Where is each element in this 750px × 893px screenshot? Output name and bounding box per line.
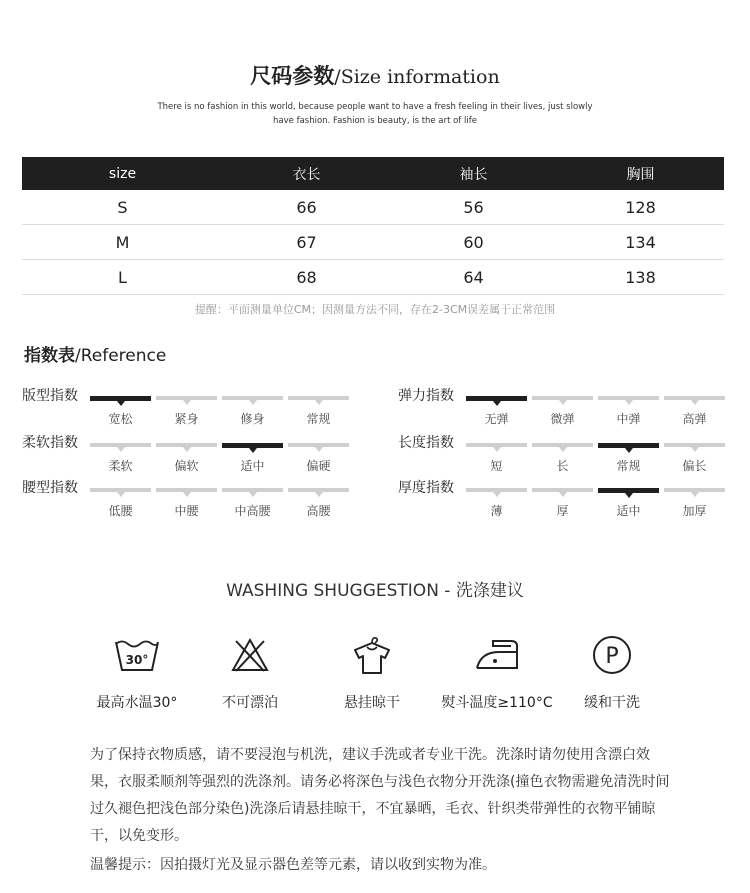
page-title-zh: 尺码参数 <box>250 64 335 88</box>
metric-fit <box>22 385 382 425</box>
metric-option-label: 长 <box>556 459 569 473</box>
metric-option-label: 中腰 <box>174 504 199 518</box>
marker-triangle-icon <box>691 400 699 405</box>
metric-option-label: 低腰 <box>108 504 133 518</box>
marker-triangle-icon <box>559 400 567 405</box>
marker-triangle-icon <box>249 448 257 453</box>
marker-triangle-icon <box>559 447 567 452</box>
metric-option <box>156 396 217 436</box>
size-table <box>22 157 724 295</box>
wash-item <box>307 630 437 712</box>
reference-title-zh: 指数表 <box>24 346 75 366</box>
iron-icon <box>432 630 562 680</box>
wash-label: 不可漂泊 <box>222 695 278 711</box>
marker-triangle-icon <box>493 401 501 406</box>
metric-label: 柔软指数 <box>22 435 78 451</box>
metric-option <box>664 396 725 436</box>
table-cell: 138 <box>625 267 656 287</box>
wash-label: 缓和干洗 <box>584 695 640 711</box>
dry-clean-letter: P <box>605 644 619 669</box>
metric-option-label: 修身 <box>240 412 265 426</box>
metric-option <box>222 488 283 528</box>
metric-option-label: 薄 <box>490 504 503 518</box>
table-cell: 128 <box>625 197 656 217</box>
marker-triangle-icon <box>117 401 125 406</box>
marker-triangle-icon <box>493 492 501 497</box>
marker-triangle-icon <box>625 448 633 453</box>
marker-triangle-icon <box>117 492 125 497</box>
page-subtitle <box>0 100 750 128</box>
marker-triangle-icon <box>691 447 699 452</box>
metric-label: 版型指数 <box>22 388 78 404</box>
metric-label: 长度指数 <box>398 435 454 451</box>
marker-triangle-icon <box>183 492 191 497</box>
metric-option <box>532 396 593 436</box>
wash-label: 熨斗温度≥110°C <box>441 695 553 711</box>
metric-elasticity <box>398 385 750 425</box>
header <box>0 60 750 128</box>
metric-option-label: 柔软 <box>108 459 133 473</box>
marker-triangle-icon <box>493 447 501 452</box>
metric-option-label: 宽松 <box>108 412 133 426</box>
marker-triangle-icon <box>315 492 323 497</box>
marker-triangle-icon <box>625 400 633 405</box>
header-cell: 袖长 <box>459 166 488 183</box>
metric-option <box>598 396 659 436</box>
marker-triangle-icon <box>691 492 699 497</box>
metric-option-label: 加厚 <box>682 504 707 518</box>
subtitle-line-2: have fashion. Fashion is beauty, is the art of life <box>273 116 477 126</box>
dry-clean-icon <box>547 630 677 680</box>
metric-option <box>466 396 527 436</box>
marker-triangle-icon <box>625 493 633 498</box>
metric-option-label: 紧身 <box>174 412 199 426</box>
table-cell: 67 <box>296 232 317 252</box>
metric-option-label: 中高腰 <box>234 504 271 518</box>
metric-option <box>222 396 283 436</box>
reference-title <box>24 341 166 366</box>
wash-temp-text: 30° <box>125 653 149 667</box>
washing-title: WASHING SHUGGESTION - 洗涤建议 <box>226 581 524 601</box>
table-row <box>22 260 724 295</box>
metric-option-label: 厚 <box>556 504 569 518</box>
table-cell: M <box>115 232 130 252</box>
metric-option <box>90 488 151 528</box>
metric-option <box>288 488 349 528</box>
table-cell: 60 <box>463 232 484 252</box>
no-bleach-icon <box>185 630 315 680</box>
metric-length <box>398 432 750 472</box>
marker-triangle-icon <box>315 400 323 405</box>
wash-item <box>72 630 202 712</box>
page-title-en: /Size information <box>334 66 500 88</box>
header-cell: size <box>108 165 137 182</box>
metric-option-label: 高弹 <box>682 412 707 426</box>
metric-option <box>156 488 217 528</box>
washing-instructions: 为了保持衣物质感，请不要浸泡与机洗，建议手洗或者专业干洗。洗涤时请勿使用含漂白效果，衣服柔顺剂等强烈的洗涤剂。请务必将深色与浅色衣物分开洗涤(撞色衣物需避免清洗时间过久褪色把浅色部分染色)洗涤后请悬挂晾干，不宜暴晒，毛衣、针织类带弹性的衣物平铺晾干，以免变形。 <box>90 747 670 844</box>
metric-waist <box>22 477 382 517</box>
table-cell: S <box>117 197 128 217</box>
metric-label: 腰型指数 <box>22 480 78 496</box>
marker-triangle-icon <box>183 447 191 452</box>
marker-triangle-icon <box>249 400 257 405</box>
metric-option <box>664 488 725 528</box>
metric-option-label: 高腰 <box>306 504 331 518</box>
metric-option-label: 常规 <box>616 459 641 473</box>
washing-tip: 温馨提示：因拍摄灯光及显示器色差等元素，请以收到实物为准。 <box>90 857 496 873</box>
subtitle-line-1: There is no fashion in this world, because people want to have a fresh feeling in their lives, just slowly <box>157 102 593 112</box>
marker-triangle-icon <box>315 447 323 452</box>
wash-label: 悬挂晾干 <box>344 695 400 711</box>
metric-option <box>288 396 349 436</box>
wash-item <box>432 630 562 712</box>
marker-triangle-icon <box>183 400 191 405</box>
table-cell: 66 <box>296 197 317 217</box>
metric-option <box>598 488 659 528</box>
table-row <box>22 190 724 225</box>
wash-item <box>185 630 315 712</box>
header-cell: 衣长 <box>292 166 321 183</box>
table-cell: 64 <box>463 267 484 287</box>
metric-option-label: 适中 <box>616 504 641 518</box>
metric-option <box>532 488 593 528</box>
size-table-header <box>22 157 724 190</box>
metric-option-label: 常规 <box>306 412 331 426</box>
metric-option-label: 适中 <box>240 459 265 473</box>
reference-title-en: /Reference <box>75 346 167 366</box>
metric-softness <box>22 432 382 472</box>
metric-option-label: 无弹 <box>484 412 509 426</box>
metric-option-label: 偏硬 <box>306 459 331 473</box>
table-cell: L <box>118 267 127 287</box>
hang-dry-icon <box>307 630 437 680</box>
metric-option-label: 偏长 <box>682 459 707 473</box>
table-cell: 56 <box>463 197 484 217</box>
measurement-note: 提醒：平面测量单位CM；因测量方法不同，存在2-3CM误差属于正常范围 <box>194 303 556 316</box>
marker-triangle-icon <box>559 492 567 497</box>
table-cell: 134 <box>625 232 656 252</box>
page-title <box>0 60 750 90</box>
table-row <box>22 225 724 260</box>
wash-30-icon <box>72 630 202 680</box>
metric-label: 厚度指数 <box>398 480 454 496</box>
metric-thickness <box>398 477 750 517</box>
metric-option-label: 偏软 <box>174 459 199 473</box>
table-cell: 68 <box>296 267 317 287</box>
metric-option-label: 微弹 <box>550 412 575 426</box>
marker-triangle-icon <box>117 447 125 452</box>
header-cell: 胸围 <box>626 166 655 183</box>
metric-option <box>466 488 527 528</box>
metric-label: 弹力指数 <box>398 388 454 404</box>
wash-item <box>547 630 677 712</box>
marker-triangle-icon <box>249 492 257 497</box>
metric-option-label: 中弹 <box>616 412 641 426</box>
metric-option-label: 短 <box>490 459 503 473</box>
wash-label: 最高水温30° <box>96 695 178 711</box>
metric-option <box>90 396 151 436</box>
